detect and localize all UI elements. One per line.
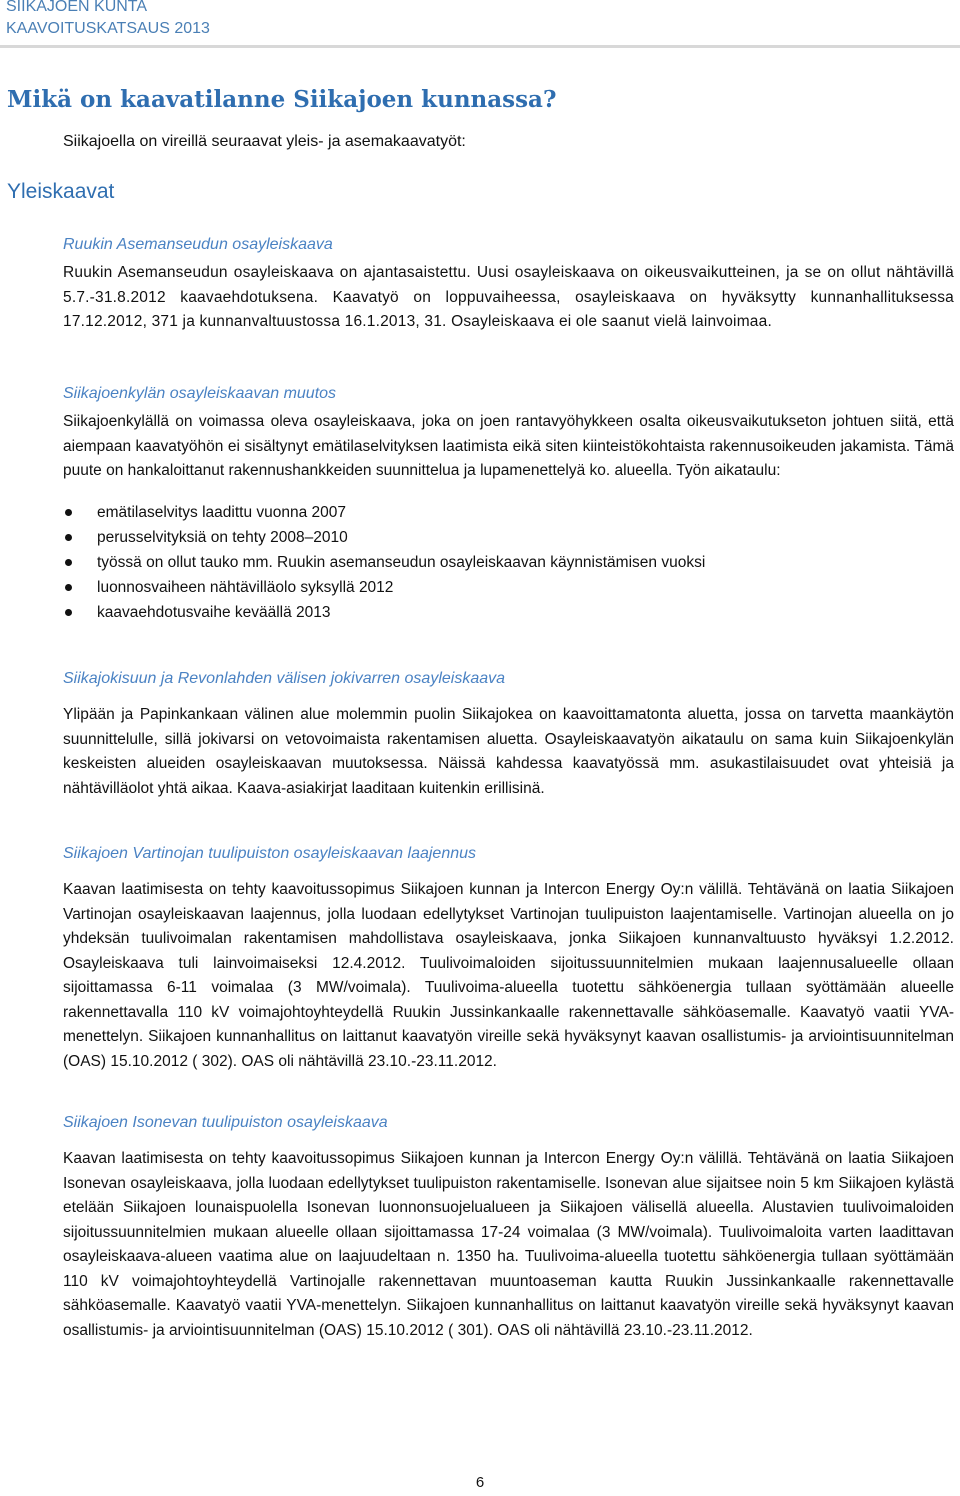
schedule-list — [63, 500, 954, 625]
subsection-heading: Siikajoen Vartinojan tuulipuiston osayleiskaavan laajennus — [63, 845, 477, 862]
section-siikajoenkyla — [63, 382, 954, 625]
bullet-icon — [65, 509, 72, 516]
subsection-heading: Siikajoen Isonevan tuulipuiston osayleiskaava — [63, 1114, 388, 1131]
header-rule — [0, 45, 960, 48]
header-line-1: SIIKAJOEN KUNTA — [6, 0, 148, 15]
section-ruukin-asemanseutu — [63, 233, 954, 335]
section-vartinoja — [63, 842, 954, 1074]
list-item: kaavaehdotusvaihe keväällä 2013 — [63, 600, 954, 625]
page-title: Mikä on kaavatilanne Siikajoen kunnassa? — [7, 86, 557, 113]
running-header — [6, 0, 210, 40]
list-item: perusselvityksiä on tehty 2008–2010 — [63, 525, 954, 550]
list-item: emätilaselvitys laadittu vuonna 2007 — [63, 500, 954, 525]
bullet-icon — [65, 584, 72, 591]
subsection-heading: Siikajokisuun ja Revonlahden välisen jokivarren osayleiskaava — [63, 670, 506, 687]
subsection-text: Siikajoenkylällä on voimassa oleva osayleiskaava, joka on joen rantavyöhykkeen osalta oikeusvaikutukseton johtuen siitä, että aiempaan kaavatyöhön ei sisältynyt emätilaselvityksen laatimista eikä siten kiinteistökohtaista rakennusoikeuden jakamista. Tämä puute on hankaloittanut rakennushankkeiden suunnittelua ja lupamenettelyä ko. alueella. Työn aikataulu: — [63, 413, 954, 479]
subsection-heading: Siikajoenkylän osayleiskaavan muutos — [63, 385, 337, 402]
section-heading: Yleiskaavat — [7, 180, 115, 203]
subsection-text: Kaavan laatimisesta on tehty kaavoitussopimus Siikajoen kunnan ja Intercon Energy Oy:n välillä. Tehtävänä on laatia Siikajoen Vartinojan osayleiskaavan laajennus, jolla luodaan edellytykset Vartinojan tuulipuiston laajentamiselle. Vartinojan alueella on jo yhdeksän tuulivoimalan rakentamisen mahdollistava osayleiskaava, jonka Siikajoen kunnanvaltuusto hyväksyi 1.2.2012. Osayleiskaava tuli lainvoimaiseksi 12.4.2012. Tuulivoimaloiden sijoitussuunnitelmien mukaan laajennusalueelle ollaan sijoittamassa 6-11 voimalaa (3 MW/voimala). Tuulivoima-alueella tuotettu sähköenergia tullaan syöttämään alueelle rakennettavalla 110 kV voimajohtoyhteydellä Ruukin Jussinkankaalle rakennettavalle sähköasemalle. Kaavatyö vaatii YVA-menettelyn. Siikajoen kunnanhallitus on laittanut kaavatyön vireille sekä hyväksynyt kaavan osallistumis- ja arviointisuunnitelman (OAS) 15.10.2012 ( 302). OAS oli nähtävillä 23.10.-23.11.2012. — [63, 881, 954, 1070]
intro-text: Siikajoella on vireillä seuraavat yleis- ja asemakaavatyöt: — [63, 133, 466, 150]
subsection-text: Kaavan laatimisesta on tehty kaavoitussopimus Siikajoen kunnan ja Intercon Energy Oy:n välillä. Tehtävänä on laatia Siikajoen Isonevan osayleiskaava, jolla luodaan edellytykset tuulipuiston rakentamiselle. Isonevan alue sijaitsee noin 5 km Siikajoen kylästä etelään Siikajoen lounaispuolella Isonevan luonnonsuojelualueen ja Siikajoen välisellä alueella. Alustavien tuulivoimaloiden sijoitussuunnitelmien mukaan alueelle ollaan sijoittamassa 17-24 voimalaa (3 MW/voimala). Tuulivoimaloita varten laadittavan osayleiskaava-alueen vaatima alue on laajuudeltaan n. 1350 ha. Tuulivoima-alueella tuotettu sähköenergia tullaan syöttämään 110 kV voimajohtoyhteydellä Vartinojalle rakennettavan muuntoaseman kautta Ruukin Jussinkankaalle rakennettavalle sähköasemalle. Kaavatyö vaatii YVA-menettelyn. Siikajoen kunnanhallitus on laittanut kaavatyön vireille sekä hyväksynyt kaavan osallistumis- ja arviointisuunnitelman (OAS) 15.10.2012 ( 301). OAS oli nähtävillä 23.10.-23.11.2012. — [63, 1150, 954, 1339]
subsection-text: Ylipään ja Papinkankaan välinen alue molemmin puolin Siikajokea on kaavoittamatonta aluetta, jossa on tarvetta maankäytön suunnittelulle, sillä jokivarsi on vetovoimaista rakentamisen aluetta. Osayleiskaavatyön aikataulu on sama kuin Siikajoenkylän keskeisten alueiden osayleiskaavan muutoksessa. Näissä kahdessa kaavatyössä mm. asukastilaisuudet ovat yhteisiä ja nähtävilläolot yhtä aikaa. Kaava-asiakirjat laaditaan kuitenkin erillisinä. — [63, 706, 954, 797]
list-item: työssä on ollut tauko mm. Ruukin asemanseudun osayleiskaavan käynnistämisen vuoksi — [63, 550, 954, 575]
header-line-2: KAAVOITUSKATSAUS 2013 — [6, 20, 210, 37]
page-number: 6 — [475, 1474, 485, 1491]
section-isoneva — [63, 1111, 954, 1343]
list-item: luonnosvaiheen nähtävilläolo syksyllä 2012 — [63, 575, 954, 600]
subsection-heading: Ruukin Asemanseudun osayleiskaava — [63, 236, 333, 253]
bullet-icon — [65, 534, 72, 541]
bullet-icon — [65, 559, 72, 566]
bullet-icon — [65, 609, 72, 616]
subsection-text: Ruukin Asemanseudun osayleiskaava on ajantasaistettu. Uusi osayleiskaava on oikeusvaikutteinen, ja se on ollut nähtävillä 5.7.-31.8.2012 kaavaehdotuksena. Kaavatyö on loppuvaiheessa, osayleiskaava on hyväksytty kunnanhallituksessa 17.12.2012, 371 ja kunnanvaltuustossa 16.1.2013, 31. Osayleiskaava ei ole saanut vielä lainvoimaa. — [63, 264, 954, 330]
section-siikajokisuu-revonlahti — [63, 667, 954, 801]
